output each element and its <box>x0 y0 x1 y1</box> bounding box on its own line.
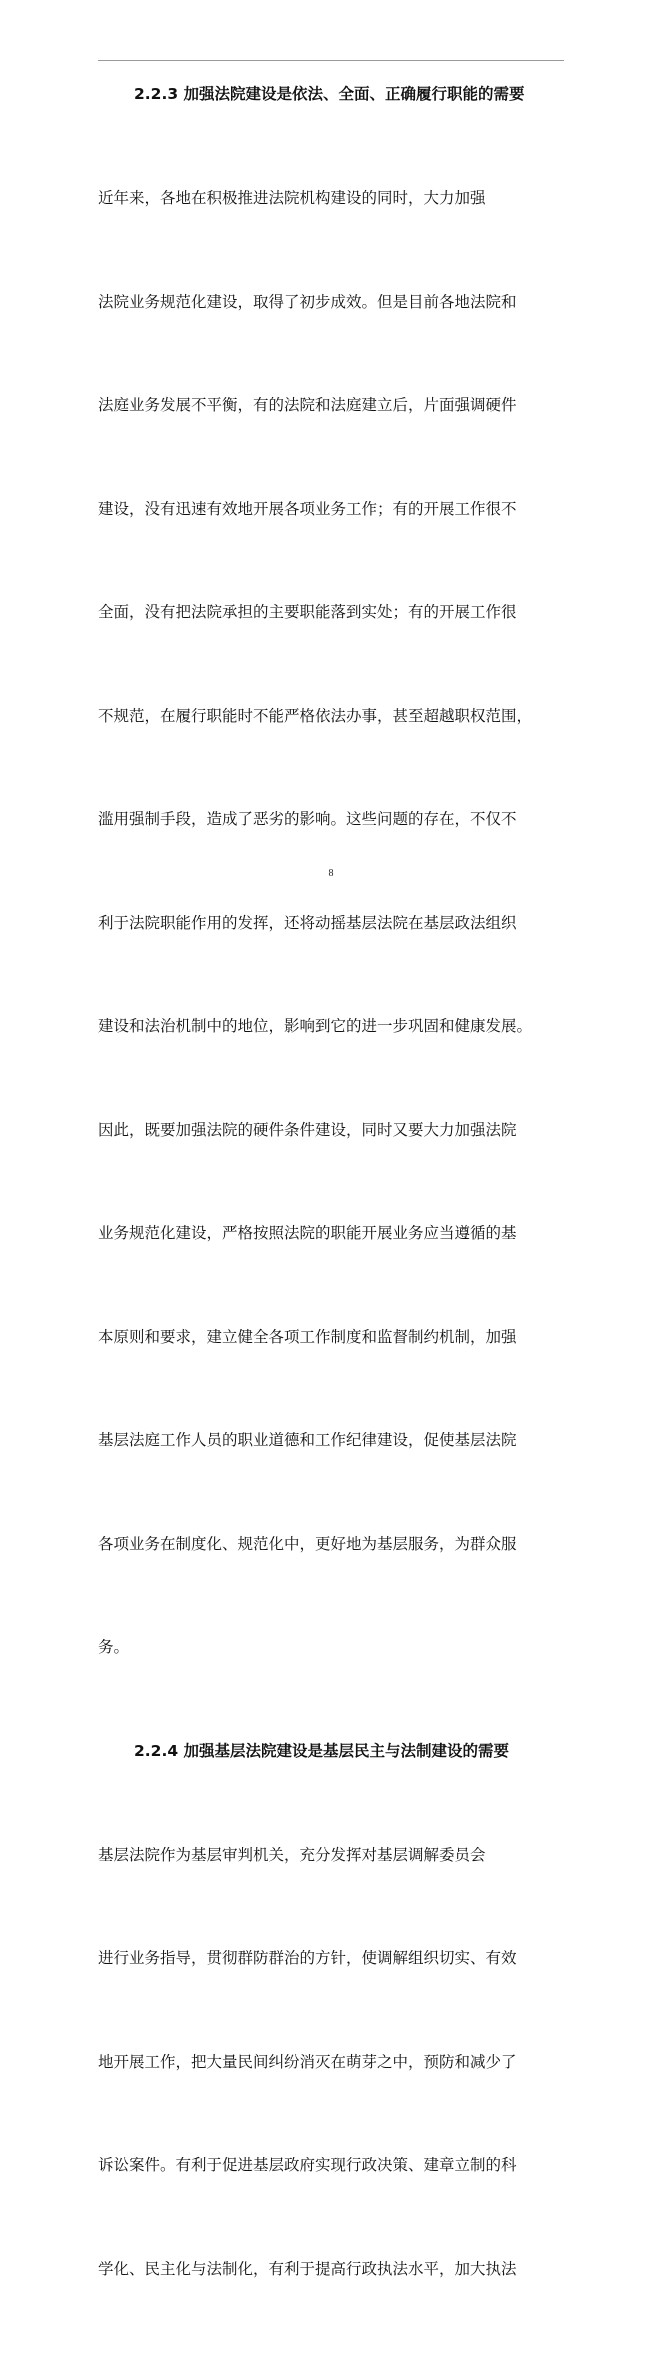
text-line: 学化、民主化与法制化，有利于提高行政执法水平，加大执法 <box>98 2259 517 2278</box>
header-rule <box>98 60 564 61</box>
text-line: 各项业务在制度化、规范化中，更好地为基层服务，为群众服 <box>98 1534 517 1553</box>
section-heading-2-2-3: 2.2.3 加强法院建设是依法、全面、正确履行职能的需要 <box>134 85 525 103</box>
text-line: 滥用强制手段，造成了恶劣的影响。这些问题的存在，不仅不 <box>98 810 517 828</box>
page-number: 8 <box>328 868 334 879</box>
text-line: 建设，没有迅速有效地开展各项业务工作；有的开展工作很不 <box>98 499 517 518</box>
text-line: 诉讼案件。有利于促进基层政府实现行政决策、建章立制的科 <box>98 2156 517 2174</box>
text-line: 地开展工作，把大量民间纠纷消灭在萌芽之中，预防和减少了 <box>98 2052 517 2071</box>
text-line: 不规范，在履行职能时不能严格依法办事，甚至超越职权范围， <box>98 706 533 725</box>
text-line: 本原则和要求，建立健全各项工作制度和监督制约机制，加强 <box>98 1327 517 1346</box>
section-paragraph-2-2-3 <box>98 112 564 1734</box>
section-paragraph-2-2-4 <box>98 1769 564 2356</box>
text-line: 业务规范化建设，严格按照法院的职能开展业务应当遵循的基 <box>98 1224 517 1242</box>
text-line: 务。 <box>98 1638 130 1656</box>
text-line: 法庭业务发展不平衡，有的法院和法庭建立后，片面强调硬件 <box>98 396 517 414</box>
text-line: 进行业务指导，贯彻群防群治的方针，使调解组织切实、有效 <box>98 1949 517 1967</box>
text-line: 建设和法治机制中的地位，影响到它的进一步巩固和健康发展。 <box>98 1017 533 1035</box>
section-heading-2-2-4: 2.2.4 加强基层法院建设是基层民主与法制建设的需要 <box>134 1741 510 1760</box>
text-line: 全面，没有把法院承担的主要职能落到实处；有的开展工作很 <box>98 603 517 621</box>
text-line: 基层法院作为基层审判机关，充分发挥对基层调解委员会 <box>98 1845 486 1864</box>
document-body <box>98 80 564 2358</box>
text-line: 近年来，各地在积极推进法院机构建设的同时，大力加强 <box>98 189 486 207</box>
text-line: 因此，既要加强法院的硬件条件建设，同时又要大力加强法院 <box>98 1120 517 1139</box>
text-line: 利于法院职能作用的发挥，还将动摇基层法院在基层政法组织 <box>98 913 517 932</box>
text-line: 基层法庭工作人员的职业道德和工作纪律建设，促使基层法院 <box>98 1431 517 1449</box>
text-line: 法院业务规范化建设，取得了初步成效。但是目前各地法院和 <box>98 292 517 311</box>
